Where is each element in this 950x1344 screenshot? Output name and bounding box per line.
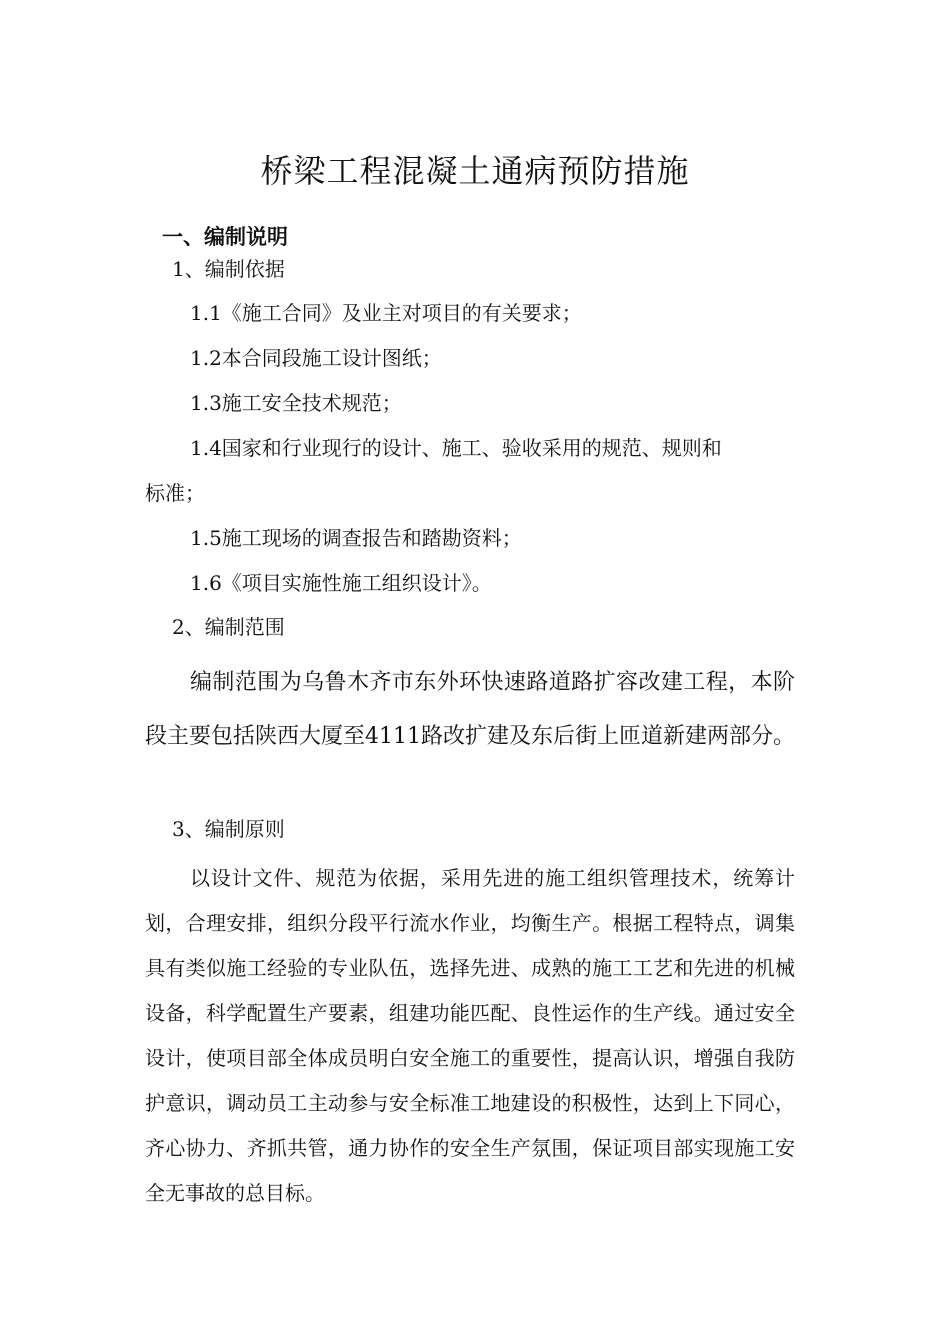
document-title: 桥梁工程混凝土通病预防措施 [260, 152, 690, 191]
list-item: 1.3施工安全技术规范； [190, 391, 402, 415]
section-heading: 一、编制说明 [162, 225, 288, 249]
list-item: 1.1《施工合同》及业主对项目的有关要求； [190, 301, 582, 325]
subsection-heading: 2、编制范围 [172, 615, 285, 639]
scope-paragraph: 编制范围为乌鲁木齐市东外环快速路道路扩容改建工程，本阶段主要包括陕西大厦至4111路改扩建及东后街上匝道新建两部分。 [145, 670, 795, 749]
subsection-heading: 3、编制原则 [172, 817, 285, 841]
subsection-heading: 1、编制依据 [172, 257, 285, 281]
list-item: 1.4国家和行业现行的设计、施工、验收采用的规范、规则和 [190, 436, 722, 460]
principle-paragraph: 以设计文件、规范为依据，采用先进的施工组织管理技术，统筹计划，合理安排，组织分段平行流水作业，均衡生产。根据工程特点，调集具有类似施工经验的专业队伍，选择先进、成熟的施工工艺和先进的机械设备，科学配置生产要素，组建功能匹配、良性运作的生产线。通过安全设计，使项目部全体成员明白安全施工的重要性，提高认识，增强自我防护意识，调动员工主动参与安全标准工地建设的积极性，达到上下同心，齐心协力、齐抓共管，通力协作的安全生产氛围，保证项目部实现施工安全无事故的总目标。 [145, 866, 795, 1205]
list-item-continuation: 标准； [145, 481, 205, 505]
list-item: 1.2本合同段施工设计图纸； [190, 346, 442, 370]
list-item: 1.6《项目实施性施工组织设计》。 [190, 571, 492, 595]
list-item: 1.5施工现场的调查报告和踏勘资料； [190, 526, 522, 550]
